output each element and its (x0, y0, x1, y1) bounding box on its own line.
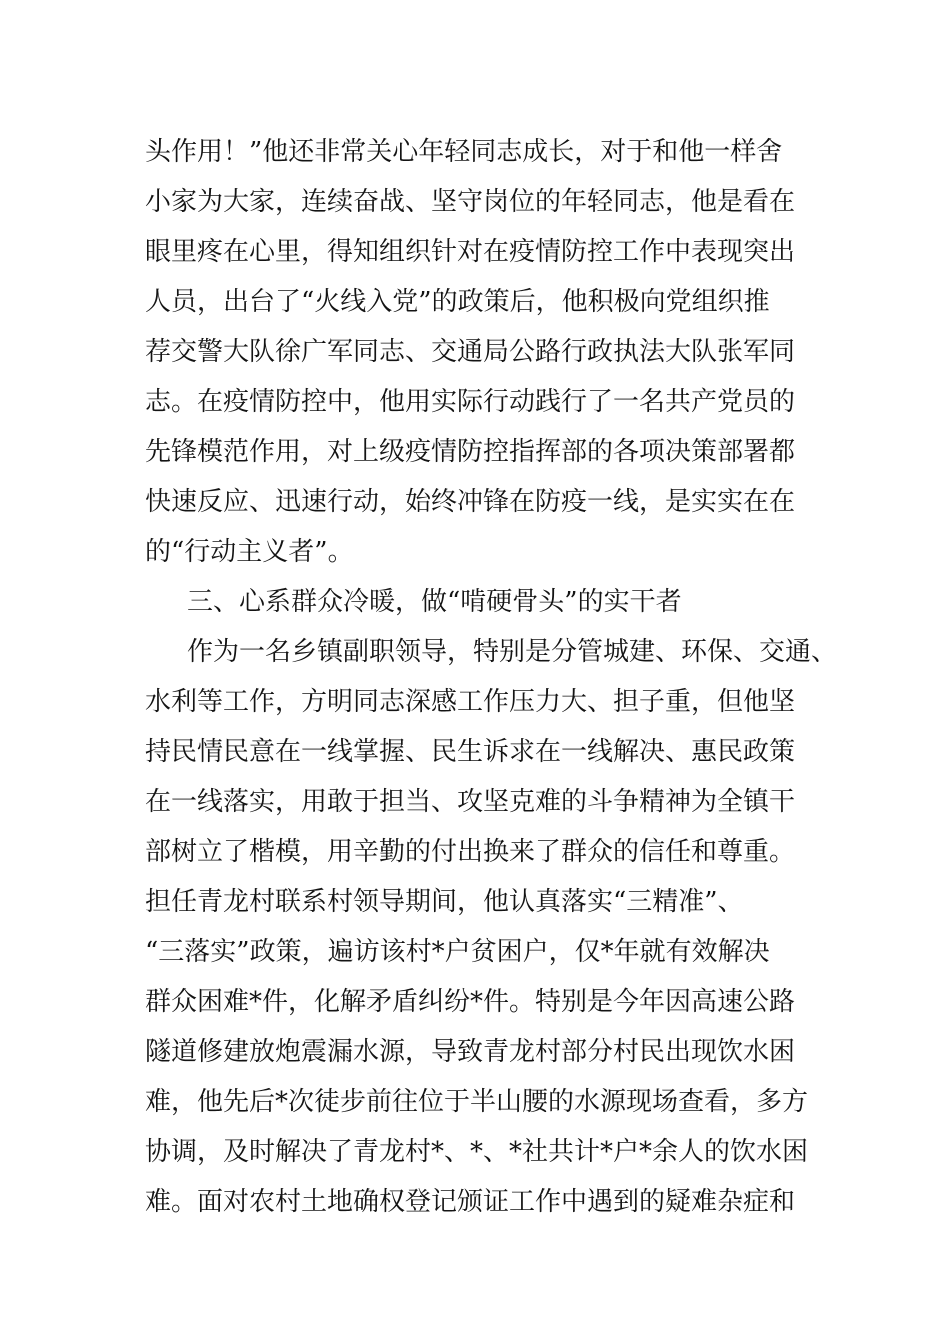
paragraph-line: 小家为大家，连续奋战、坚守岗位的年轻同志，他是看在 (145, 187, 796, 217)
paragraph-line: 眼里疼在心里，得知组织针对在疫情防控工作中表现突出 (145, 237, 796, 267)
paragraph-line: 头作用！”他还非常关心年轻同志成长，对于和他一样舍 (145, 137, 783, 167)
paragraph-line: 作为一名乡镇副职领导，特别是分管城建、环保、交通、 (187, 637, 838, 667)
paragraph-line: 快速反应、迅速行动，始终冲锋在防疫一线，是实实在在 (145, 487, 796, 517)
paragraph-line: 协调，及时解决了青龙村*、*、*社共计*户*余人的饮水困 (145, 1137, 809, 1167)
paragraph-line: 人员，出台了“火线入党”的政策后，他积极向党组织推 (145, 287, 770, 317)
paragraph-line: 隧道修建放炮震漏水源，导致青龙村部分村民出现饮水困 (145, 1037, 796, 1067)
paragraph-line: 部树立了楷模，用辛勤的付出换来了群众的信任和尊重。 (145, 837, 796, 867)
paragraph-line: 的“行动主义者”。 (145, 537, 354, 567)
paragraph-line: 担任青龙村联系村领导期间，他认真落实“三精准”、 (145, 887, 744, 917)
paragraph-line: 水利等工作，方明同志深感工作压力大、担子重，但他坚 (145, 687, 796, 717)
paragraph-line: 群众困难*件，化解矛盾纠纷*件。特别是今年因高速公路 (145, 987, 796, 1017)
paragraph-line: 志。在疫情防控中，他用实际行动践行了一名共产党员的 (145, 387, 796, 417)
paragraph-line: “三落实”政策，遍访该村*户贫困户，仅*年就有效解决 (145, 937, 770, 967)
paragraph-line: 先锋模范作用，对上级疫情防控指挥部的各项决策部署都 (145, 437, 796, 467)
paragraph-line: 难。面对农村土地确权登记颁证工作中遇到的疑难杂症和 (145, 1187, 796, 1217)
paragraph-line: 难，他先后*次徒步前往位于半山腰的水源现场查看，多方 (145, 1087, 809, 1117)
paragraph-line: 荐交警大队徐广军同志、交通局公路行政执法大队张军同 (145, 337, 796, 367)
paragraph-line: 在一线落实，用敢于担当、攻坚克难的斗争精神为全镇干 (145, 787, 796, 817)
section-heading: 三、心系群众冷暖，做“啃硬骨头”的实干者 (187, 587, 682, 617)
paragraph-line: 持民情民意在一线掌握、民生诉求在一线解决、惠民政策 (145, 737, 796, 767)
